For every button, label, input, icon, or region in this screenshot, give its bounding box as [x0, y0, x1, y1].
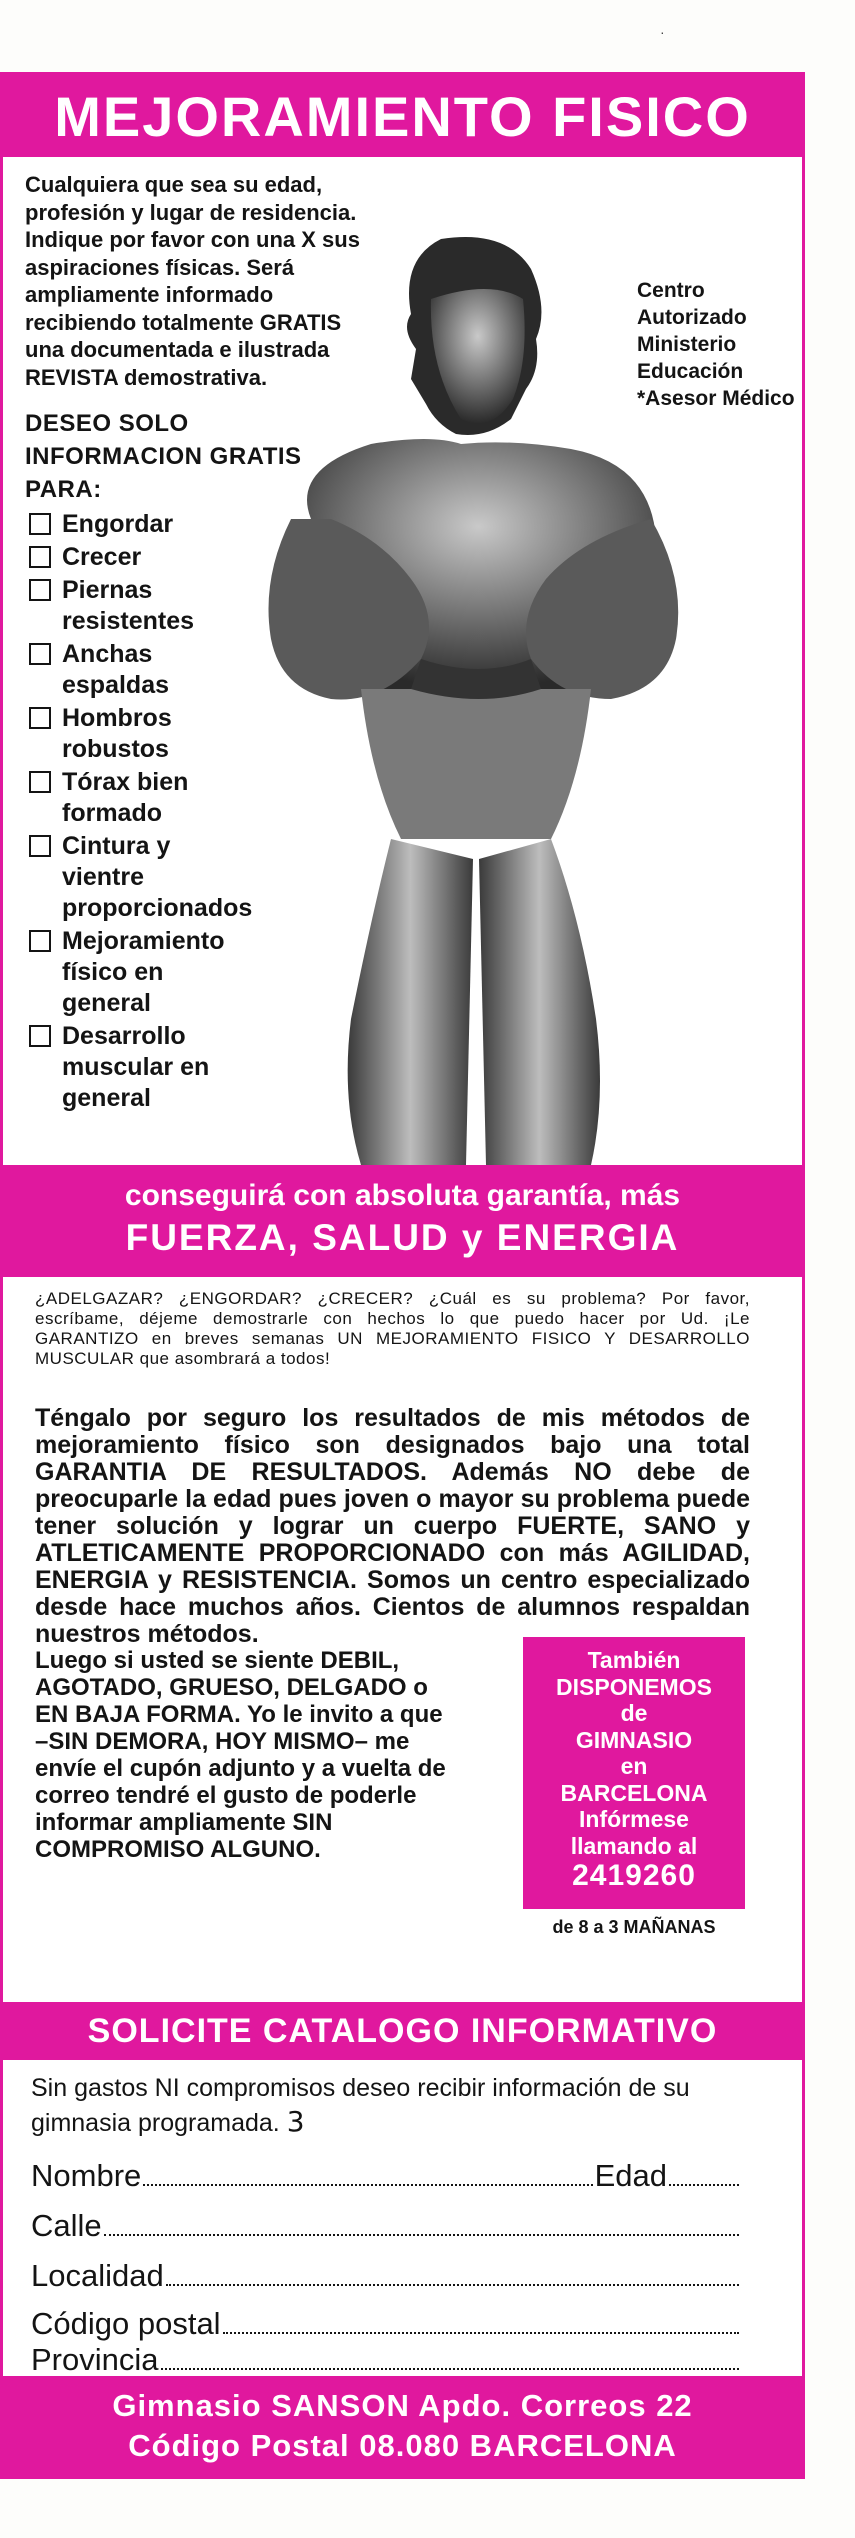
checkbox[interactable]	[29, 930, 51, 952]
bodybuilder-photo	[251, 219, 691, 1165]
gym-line: en	[620, 1753, 648, 1779]
stray-mark: ·	[660, 24, 665, 40]
handwritten-mark: 3	[286, 2105, 305, 2138]
checklist-label: Cintura y vientre proporcionados	[62, 832, 253, 922]
calle-field[interactable]	[104, 2234, 739, 2236]
checklist-item[interactable]	[29, 509, 239, 540]
edad-field[interactable]	[669, 2184, 739, 2186]
localidad-field[interactable]	[166, 2284, 739, 2286]
checkbox[interactable]	[29, 513, 51, 535]
checklist-label: Piernas resistentes	[62, 576, 195, 635]
gym-line: de	[620, 1700, 648, 1726]
checklist-label: Anchas espaldas	[62, 640, 170, 699]
edad-label: Edad	[594, 2158, 667, 2193]
calle-label: Calle	[31, 2208, 102, 2243]
body-paragraph-1: ¿ADELGAZAR? ¿ENGORDAR? ¿CRECER? ¿Cuál es su problema? Por favor, escríbame, déjeme demostrarle con hechos lo que puedo hacer por Ud. ¡Le GARANTIZO en breves semanas UN MEJORAMIENTO FISICO Y DESARROLLO MUSCULAR que asombrará a todos!	[35, 1289, 750, 1368]
checkbox[interactable]	[29, 1025, 51, 1047]
checklist-label: Tórax bien formado	[62, 768, 189, 827]
checkbox[interactable]	[29, 835, 51, 857]
slogan-band	[3, 1165, 802, 1277]
goal-checklist	[29, 509, 253, 1116]
checklist-label: Crecer	[62, 543, 142, 571]
checklist-item[interactable]	[29, 1021, 239, 1114]
gym-info-box	[523, 1637, 745, 1909]
checklist-item[interactable]	[29, 703, 239, 765]
form-intro-text: Sin gastos NI compromisos deseo recibir información de su gimnasia programada.	[31, 2074, 690, 2137]
checkbox[interactable]	[29, 771, 51, 793]
checkbox[interactable]	[29, 643, 51, 665]
gym-line: BARCELONA	[560, 1779, 708, 1806]
provincia-field[interactable]	[161, 2368, 740, 2370]
checklist-item[interactable]	[29, 639, 239, 701]
body-section	[3, 1277, 802, 2002]
codigo-postal-row	[31, 2306, 741, 2342]
checklist-label: Desarrollo muscular en general	[62, 1022, 210, 1112]
localidad-row	[31, 2258, 741, 2294]
gym-line: DISPONEMOS	[556, 1673, 712, 1700]
checklist-item[interactable]	[29, 575, 239, 637]
codigo-postal-field[interactable]	[223, 2332, 739, 2334]
gym-line: GIMNASIO	[575, 1726, 693, 1753]
nombre-row	[31, 2158, 741, 2194]
gym-phone: 2419260	[572, 1859, 696, 1892]
title-band	[3, 75, 802, 157]
slogan-line-2: FUERZA, SALUD y ENERGIA	[125, 1217, 680, 1258]
request-heading: DESEO SOLO INFORMACION GRATIS PARA:	[25, 410, 302, 503]
gym-line: llamando al	[570, 1832, 698, 1859]
footer-band	[3, 2376, 802, 2476]
intro-text: Cualquiera que sea su edad, profesión y lugar de residencia. Indique por favor con una X sus aspiraciones físicas. Será ampliamente informado recibiendo totalmente GRATIS una documentada e ilustrada REVISTA demostrativa.	[25, 172, 360, 390]
nombre-label: Nombre	[31, 2158, 142, 2193]
checklist-item[interactable]	[29, 542, 239, 573]
checklist-label: Mejoramiento físico en general	[62, 927, 225, 1017]
checklist-item[interactable]	[29, 831, 253, 924]
checklist-label: Engordar	[62, 510, 174, 538]
page-title: MEJORAMIENTO FISICO	[54, 84, 751, 148]
nombre-field[interactable]	[143, 2184, 592, 2186]
checkbox[interactable]	[29, 707, 51, 729]
checklist-label: Hombros robustos	[62, 704, 172, 763]
advertisement	[0, 72, 805, 2479]
localidad-label: Localidad	[31, 2258, 164, 2293]
catalog-title: SOLICITE CATALOGO INFORMATIVO	[87, 2011, 718, 2050]
gym-hours: de 8 a 3 MAÑANAS	[552, 1917, 716, 1937]
slogan-line-1: conseguirá con absoluta garantía, más	[124, 1179, 681, 1212]
coupon-form	[3, 2060, 802, 2376]
provincia-label: Provincia	[31, 2342, 159, 2377]
body-paragraph-2: Téngalo por seguro los resultados de mis métodos de mejoramiento físico son designados bajo una total GARANTIA DE RESULTADOS. Además NO debe de preocuparle la edad pues joven o mayor su problema puede tener solución y lograr un cuerpo FUERTE, SANO y ATLETICAMENTE PROPORCIONADO con más AGILIDAD, ENERGIA y RESISTENCIA. Somos un centro especializado desde hace muchos años. Cientos de alumnos respaldan nuestros métodos.	[35, 1404, 750, 1648]
hero-section	[3, 157, 802, 1165]
gym-line: También	[587, 1647, 681, 1673]
calle-row	[31, 2208, 741, 2244]
checkbox[interactable]	[29, 546, 51, 568]
form-intro	[31, 2072, 756, 2140]
checklist-item[interactable]	[29, 767, 239, 829]
provincia-row	[31, 2342, 741, 2378]
body-paragraph-3: Luego si usted se siente DEBIL, AGOTADO, GRUESO, DELGADO o EN BAJA FORMA. Yo le invito a que –SIN DEMORA, HOY MISMO– me envíe el cupón adjunto y a vuelta de correo tendré el gusto de poderle informar ampliamente SIN COMPROMISO ALGUNO.	[35, 1647, 446, 1863]
codigo-postal-label: Código postal	[31, 2306, 221, 2341]
footer-postal: Código Postal 08.080 BARCELONA	[128, 2428, 677, 2463]
catalog-band	[3, 2002, 802, 2060]
footer-address: Gimnasio SANSON Apdo. Correos 22	[112, 2388, 693, 2423]
certification-note: Centro Autorizado Ministerio Educación *Asesor Médico	[637, 279, 795, 410]
checkbox[interactable]	[29, 579, 51, 601]
checklist-item[interactable]	[29, 926, 239, 1019]
gym-line: Infórmese	[579, 1806, 689, 1832]
